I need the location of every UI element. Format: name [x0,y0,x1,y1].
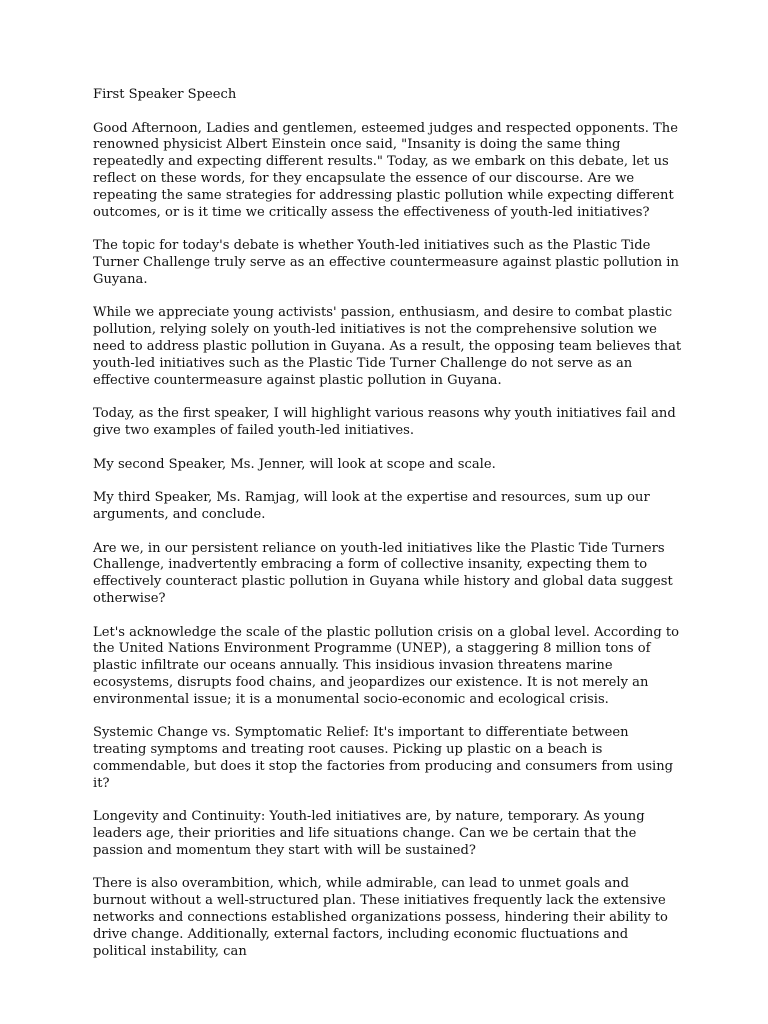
paragraph-systemic-change: Systemic Change vs. Symptomatic Relief: It's important to differentiate between treating symptoms and treating root causes. Picking up plastic on a beach is commendable, but does it stop the factories from producing and consumers from using it? [93,725,674,791]
paragraph-second-speaker: My second Speaker, Ms. Jenner, will look at scope and scale. [93,456,496,472]
paragraph-topic: The topic for today's debate is whether Youth-led initiatives such as the Plastic Tide Turner Challenge truly serve as an effective countermeasure against plastic pollution in Guyana. [93,238,679,287]
paragraph-overambition: There is also overambition, which, while admirable, can lead to unmet goals and burnout without a well-structured plan. These initiatives frequently lack the extensive networks and connections established organizations possess, hindering their ability to drive change. Additionally, external factors, including economic fluctuations and political instability, can [93,876,668,959]
paragraph-global-scale: Let's acknowledge the scale of the plastic pollution crisis on a global level. According to the United Nations Environment Programme (UNEP), a staggering 8 million tons of plastic infiltrate our oceans annually. This insidious invasion threatens marine ecosystems, disrupts food chains, and jeopardizes our existence. It is not merely an environmental issue; it is a monumental socio-economic and ecological crisis. [93,624,680,707]
paragraph-question: Are we, in our persistent reliance on youth-led initiatives like the Plastic Tide Turners Challenge, inadvertently embracing a form of collective insanity, expecting them to effectively counteract plastic pollution in Guyana while history and global data suggest otherwise? [93,540,673,606]
paragraph-position: While we appreciate young activists' passion, enthusiasm, and desire to combat plastic pollution, relying solely on youth-led initiatives is not the comprehensive solution we need to address plastic pollution in Guyana. As a result, the opposing team believes that youth-led initiatives such as the Plastic Tide Turner Challenge do not serve as an effective countermeasure against plastic pollution in Guyana. [93,305,682,388]
paragraph-third-speaker: My third Speaker, Ms. Ramjag, will look at the expertise and resources, sum up our arguments, and conclude. [93,490,650,522]
paragraph-longevity: Longevity and Continuity: Youth-led initiatives are, by nature, temporary. As young leaders age, their priorities and life situations change. Can we be certain that the passion and momentum they start with will be sustained? [93,809,645,858]
document-body [93,87,683,977]
document-title: First Speaker Speech [93,87,237,102]
paragraph-opening: Good Afternoon, Ladies and gentlemen, esteemed judges and respected opponents. The renowned physicist Albert Einstein once said, "Insanity is doing the same thing repeatedly and expecting different results." Today, as we embark on this debate, let us reflect on these words, for they encapsulate the essence of our discourse. Are we repeating the same strategies for addressing plastic pollution while expecting different outcomes, or is it time we critically assess the effectiveness of youth-led initiatives? [93,120,678,220]
paragraph-first-speaker: Today, as the first speaker, I will highlight various reasons why youth initiatives fail and give two examples of failed youth-led initiatives. [93,406,676,438]
